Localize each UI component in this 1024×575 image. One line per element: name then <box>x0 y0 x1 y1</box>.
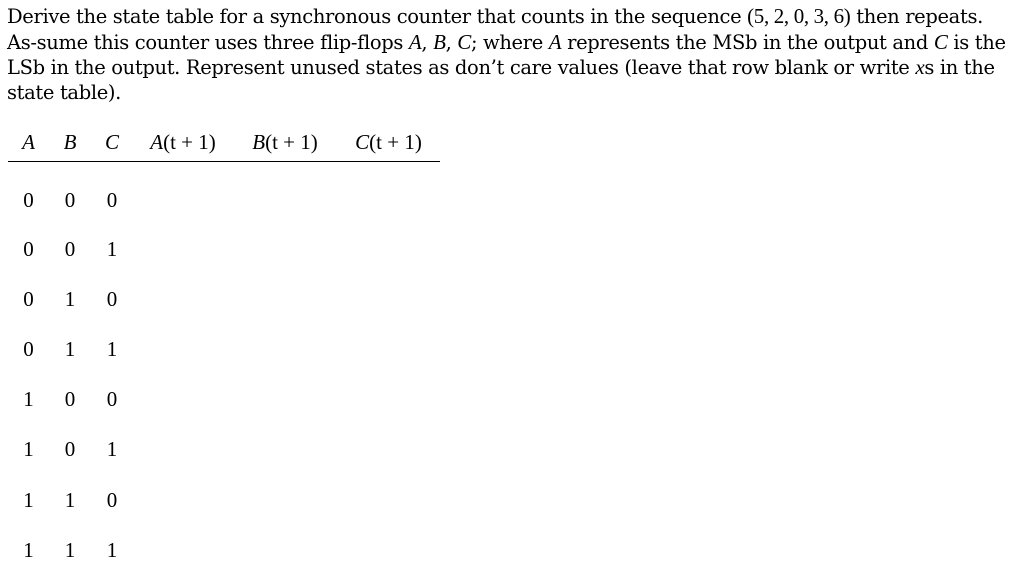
table-header-row <box>8 124 440 162</box>
cell-c: 0 <box>106 187 118 212</box>
cell-a-next[interactable] <box>133 324 233 374</box>
x-variable: x <box>915 55 925 79</box>
cell-a: 1 <box>23 437 34 462</box>
flip-flop-c: C <box>457 29 471 54</box>
cell-a: 0 <box>23 236 34 261</box>
table-row <box>8 375 440 425</box>
cell-c: 1 <box>106 336 118 361</box>
lsb-variable: C <box>933 29 948 54</box>
cell-b: 1 <box>64 336 76 361</box>
sequence-expression: (5, 2, 0, 3, 6) <box>747 4 851 28</box>
comma: , <box>445 30 458 54</box>
cell-c-next[interactable] <box>337 162 440 225</box>
table-row <box>8 224 440 274</box>
problem-text-3: ; where <box>470 30 549 54</box>
header-b-next-var: B <box>252 130 266 154</box>
cell-b-next[interactable] <box>233 162 337 225</box>
header-b-next-arg: (t + 1) <box>265 130 318 154</box>
cell-a: 0 <box>23 187 34 212</box>
cell-c: 1 <box>106 537 118 562</box>
cell-a-next[interactable] <box>133 274 233 324</box>
cell-a: 1 <box>23 537 34 562</box>
cell-c-next[interactable] <box>337 224 440 274</box>
cell-b: 1 <box>64 286 76 311</box>
cell-b: 0 <box>64 387 76 412</box>
header-a-next-arg: (t + 1) <box>163 130 216 154</box>
msb-variable: A <box>548 29 562 54</box>
cell-a-next[interactable] <box>133 475 233 525</box>
flip-flop-a: A <box>408 29 422 54</box>
table-row <box>8 425 440 475</box>
table-row <box>8 475 440 525</box>
header-a: A <box>8 124 49 162</box>
cell-c-next[interactable] <box>337 324 440 374</box>
cell-b: 0 <box>64 236 76 261</box>
problem-text-5: is the LSb in the output. Represent unused states as don’t care values (leave that row blank or write <box>7 30 1006 79</box>
cell-b-next[interactable] <box>233 224 337 274</box>
cell-c-next[interactable] <box>337 425 440 475</box>
cell-c: 1 <box>106 236 118 261</box>
flip-flop-b: B <box>433 29 446 54</box>
state-table <box>8 124 440 575</box>
cell-a: 1 <box>23 387 34 412</box>
cell-c: 0 <box>106 286 118 311</box>
cell-a-next[interactable] <box>133 375 233 425</box>
table-row <box>8 324 440 374</box>
problem-text-1: Derive the state table for a synchronous counter that counts in the sequence <box>7 5 748 28</box>
cell-b: 1 <box>64 487 76 512</box>
cell-b-next[interactable] <box>233 274 337 324</box>
cell-a: 0 <box>23 286 34 311</box>
problem-statement <box>7 4 1015 105</box>
table-row <box>8 274 440 324</box>
cell-a: 1 <box>23 487 34 512</box>
cell-b-next[interactable] <box>233 425 337 475</box>
cell-a-next[interactable] <box>133 525 233 575</box>
cell-c: 0 <box>106 387 118 412</box>
header-b-next <box>233 124 337 162</box>
cell-b: 1 <box>64 537 76 562</box>
cell-c-next[interactable] <box>337 475 440 525</box>
header-c-next-var: C <box>355 130 370 154</box>
cell-c: 1 <box>106 437 118 462</box>
header-a-next <box>133 124 233 162</box>
cell-c-next[interactable] <box>337 525 440 575</box>
comma: , <box>421 30 434 54</box>
header-a-next-var: A <box>150 130 164 154</box>
cell-a: 0 <box>23 336 34 361</box>
cell-c-next[interactable] <box>337 274 440 324</box>
cell-b-next[interactable] <box>233 375 337 425</box>
header-c: C <box>91 124 133 162</box>
cell-b: 0 <box>64 187 76 212</box>
cell-a-next[interactable] <box>133 162 233 225</box>
cell-a-next[interactable] <box>133 425 233 475</box>
table-row <box>8 162 440 225</box>
cell-b-next[interactable] <box>233 525 337 575</box>
cell-b: 0 <box>64 437 76 462</box>
cell-b-next[interactable] <box>233 324 337 374</box>
problem-text-4: represents the MSb in the output and <box>561 30 934 54</box>
header-c-next-arg: (t + 1) <box>369 130 422 154</box>
problem-text-2: then repeats. As-sume this counter uses three flip-flops <box>7 5 983 54</box>
table-row <box>8 525 440 575</box>
cell-c-next[interactable] <box>337 375 440 425</box>
header-b: B <box>49 124 91 162</box>
cell-b-next[interactable] <box>233 475 337 525</box>
problem-text-6: s in the state table). <box>7 56 995 104</box>
header-c-next <box>337 124 440 162</box>
cell-c: 0 <box>106 487 118 512</box>
cell-a-next[interactable] <box>133 224 233 274</box>
